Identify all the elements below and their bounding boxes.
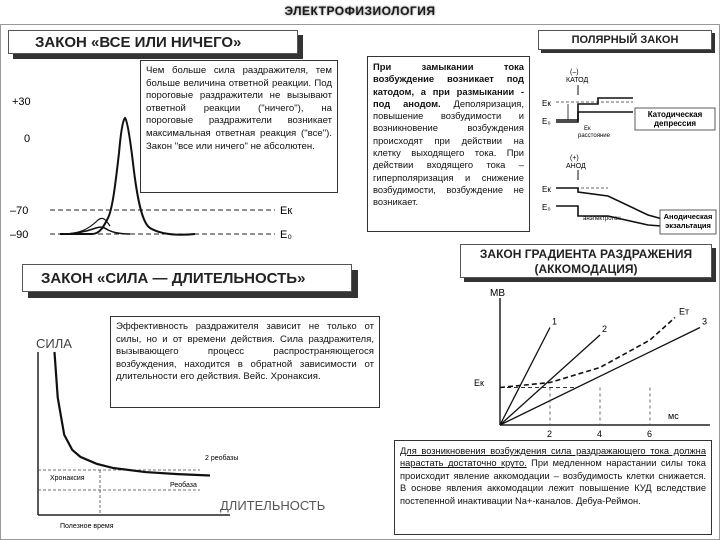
accommodation-chart: [460, 280, 720, 450]
bottom-mid-label: анэлектротон: [583, 216, 621, 222]
acc-line-label-2: 2: [602, 324, 608, 334]
page-title: ЭЛЕКТРОФИЗИОЛОГИЯ: [284, 4, 436, 18]
anode-label: (+) АНОД: [566, 155, 586, 170]
accommodation-heading: [460, 244, 712, 278]
acc-line-1: [500, 328, 550, 426]
acc-x-tick-2: 2: [547, 429, 553, 439]
all-or-none-heading: ЗАКОН «ВСЕ ИЛИ НИЧЕГО»: [8, 30, 298, 54]
accommodation-text-lead: Для возникновения возбуждения сила раздражающего тока должна нарастать достаточно круто.: [400, 446, 706, 469]
cathodic-depression-label: Катодическая депрессия: [647, 110, 703, 128]
acc-y-label: МВ: [490, 288, 505, 299]
acc-line-label-3: 3: [702, 316, 708, 327]
axis-label-minus70: –70: [10, 205, 29, 217]
bottom-e0-label: Е₀: [542, 203, 551, 212]
strength-duration-heading: ЗАКОН «СИЛА — ДЛИТЕЛЬНОСТЬ»: [22, 264, 352, 292]
accommodation-text-rest: При медленном нарастании силы тока происходит явление аккомодации – возбудимость клетки снижается. В основе явления аккомодации лежит повышение КУД вследствие постепенной инактивации Na+-каналов. Дебуа-Реймон.: [400, 458, 706, 506]
top-ek-label: Ек: [542, 99, 551, 108]
sd-x-label: ДЛИТЕЛЬНОСТЬ: [220, 498, 326, 513]
accommodation-text: [394, 440, 712, 535]
sd-double-rheobase-label: 2 реобазы: [205, 455, 239, 462]
axis-label-0: 0: [24, 133, 31, 145]
accommodation-heading-line2: (АККОМОДАЦИЯ): [534, 262, 638, 276]
top-e0-label: Е₀: [542, 117, 551, 126]
top-threshold-trace: [556, 98, 633, 120]
acc-line-label-1: 1: [552, 316, 558, 327]
bottom-ek-label: Ек: [542, 185, 551, 194]
ek-label: Ек: [280, 205, 293, 217]
acc-curve-label: Ет: [679, 306, 690, 317]
sd-chronaxie-label: Хронаксия: [50, 475, 85, 482]
e0-label: Е₀: [280, 229, 292, 241]
acc-x-tick-6: 6: [647, 429, 653, 439]
cathode-label: (–) КАТОД: [566, 69, 589, 84]
top-mid-label: Ек расстояние: [578, 126, 610, 139]
axis-label-plus30: +30: [12, 96, 31, 108]
polar-law-text-lead: При замыкании тока возбуждение возникает под катодом, а при размыкании - под анодом.: [373, 61, 524, 109]
strength-duration-text: Эффективность раздражителя зависит не только от силы, но и от времени действия. Сила раздражителя, вызывающего процесс распространяющегося возбуждения, находится в обратной зависимости от длительности его действия. Вейс. Хронаксия.: [110, 316, 380, 408]
polar-law-heading: ПОЛЯРНЫЙ ЗАКОН: [538, 30, 712, 50]
sd-y-label: СИЛА: [36, 336, 72, 351]
polar-law-diagram: [538, 60, 720, 240]
all-or-none-text: Чем больше сила раздражителя, тем больше величина ответной реакции. Под пороговые раздражители не вызывают ответной реакции ("ничего"), на пороговые раздражители возникает максимальная ответная реакция ("все"). Закон "все или ничего" не абсолютен.: [140, 60, 338, 193]
acc-x-tick-4: 4: [597, 429, 603, 439]
polar-law-text-rest: Деполяризация, повышение возбудимости и возникновение возбуждения происходят при действии на клетку выходящего тока. При действии входящего тока – гиперполяризация и снижение возбудимости, возбуждение не возникает.: [373, 97, 524, 208]
sd-rheobase-label: Реобаза: [170, 482, 197, 489]
acc-threshold-label: Ек: [474, 378, 484, 388]
anodic-exaltation-label: Анодическая экзальтация: [663, 212, 713, 230]
axis-label-minus90: –90: [10, 229, 29, 241]
sd-useful-time-label: Полезное время: [60, 523, 114, 530]
accommodation-heading-line1: ЗАКОН ГРАДИЕНТА РАЗДРАЖЕНИЯ: [479, 247, 693, 261]
polar-law-text: [367, 56, 530, 232]
acc-x-label: мс: [668, 411, 679, 421]
